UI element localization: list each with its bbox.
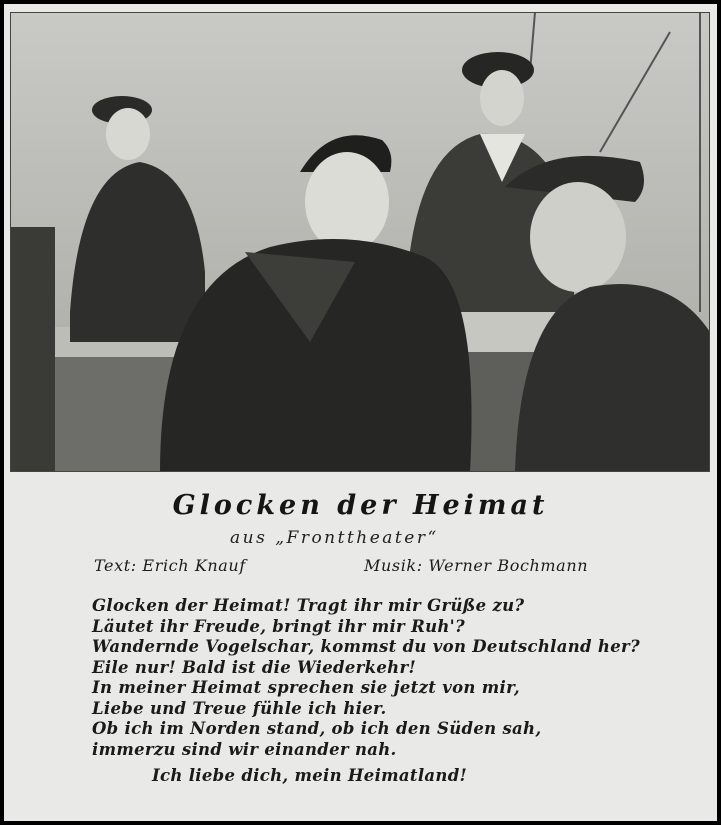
song-subtitle: aus „Fronttheater“ xyxy=(230,528,439,548)
page xyxy=(4,4,717,821)
verse-line: immerzu sind wir einander nah. xyxy=(92,739,397,759)
verse-line: Wandernde Vogelschar, kommst du von Deutschland her? xyxy=(92,637,640,656)
sailors-photo-illustration xyxy=(10,12,710,472)
lyrics-verse xyxy=(92,596,692,760)
verse-line: Ob ich im Norden stand, ob ich den Süden sah, xyxy=(92,719,542,738)
verse-line: In meiner Heimat sprechen sie jetzt von mir, xyxy=(92,678,520,697)
verse-line: Eile nur! Bald ist die Wiederkehr! xyxy=(92,657,416,677)
song-title: Glocken der Heimat xyxy=(172,490,549,521)
photograph xyxy=(10,12,710,472)
lyricist-credit: Text: Erich Knauf xyxy=(94,556,246,575)
lyrics-refrain: Ich liebe dich, mein Heimatland! xyxy=(152,766,468,785)
verse-line: Glocken der Heimat! Tragt ihr mir Grüße zu? xyxy=(92,596,525,615)
composer-credit: Musik: Werner Bochmann xyxy=(364,556,589,575)
verse-line: Liebe und Treue fühle ich hier. xyxy=(92,698,387,718)
verse-line: Läutet ihr Freude, bringt ihr mir Ruh'? xyxy=(92,616,465,636)
